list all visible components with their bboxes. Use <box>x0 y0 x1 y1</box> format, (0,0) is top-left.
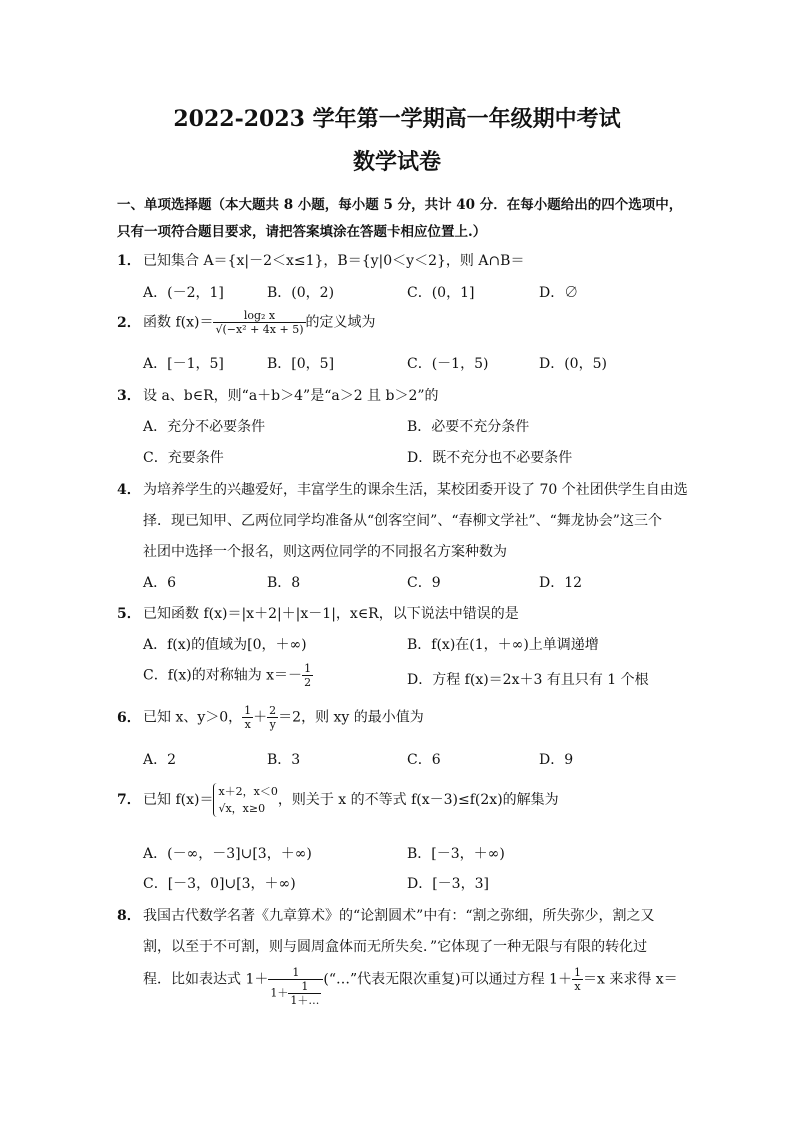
fraction-numerator: 1 <box>244 704 252 717</box>
question-text-line1: 为培养学生的兴趣爱好，丰富学生的课余生活，某校团委开设了 70 个社团供学生自由选 <box>143 482 688 498</box>
inner-numerator: 1 <box>288 980 321 994</box>
q4-option-d: D．12 <box>539 575 583 591</box>
text-post: ＝x 来求得 x＝ <box>582 971 678 988</box>
question-3 <box>117 385 439 405</box>
question-text: 已知函数 f(x)＝|x＋2|＋|x－1|，x∈R，以下说法中错误的是 <box>143 606 519 622</box>
question-8-line2: 割，以至于不可割，则与圆周盒体而无所失矣．”它体现了一种无限与有限的转化过 <box>143 939 648 955</box>
piecewise-case-2: √x，x≥0 <box>218 802 266 815</box>
question-text-post: ＝2，则 xy 的最小值为 <box>278 709 424 726</box>
question-number: 4． <box>117 482 141 498</box>
fraction-numerator: 2 <box>269 704 277 717</box>
plus-sign: ＋ <box>253 709 268 726</box>
option-text: C．f(x)的对称轴为 x＝－ <box>143 667 303 684</box>
fraction <box>213 309 305 336</box>
question-text-pre: 已知 f(x)＝ <box>143 792 214 808</box>
q6-option-d: D．9 <box>539 752 574 768</box>
fraction-numerator: log₂ x <box>213 309 305 323</box>
q4-option-c: C．9 <box>407 575 441 591</box>
fraction-numerator: 1 <box>268 966 323 980</box>
fraction-denominator <box>268 980 323 1007</box>
q2-option-a: A．[－1，5] <box>143 356 224 372</box>
q1-option-d: D．∅ <box>539 285 579 301</box>
fraction <box>302 662 313 689</box>
inner-fraction <box>288 980 321 1007</box>
fraction-denominator: x <box>244 718 251 731</box>
q5-option-b: B．f(x)在(1，＋∞)上单调递增 <box>407 637 599 653</box>
fraction <box>572 966 583 993</box>
question-8 <box>117 905 654 925</box>
q7-option-c: C．[－3，0]∪[3，＋∞) <box>143 876 296 892</box>
q1-option-a: A．(－2，1] <box>143 285 224 301</box>
denominator-prefix: 1＋ <box>270 986 289 1000</box>
fraction-numerator: 1 <box>573 966 581 979</box>
q4-option-b: B．8 <box>267 575 301 591</box>
question-4-line2: 择．现已知甲、乙两位同学均准备从“创客空间”、“春柳文学社”、“舞龙协会”这三个 <box>143 513 662 529</box>
continued-fraction <box>268 966 323 1007</box>
fraction-denominator: 2 <box>304 676 312 689</box>
question-text-post: 的定义域为 <box>305 314 376 331</box>
question-number: 8． <box>117 908 141 924</box>
question-5 <box>117 603 519 623</box>
question-text-pre: 已知 x、y＞0， <box>143 709 243 726</box>
q5-option-c <box>143 662 313 689</box>
q1-option-c: C．(0，1] <box>407 285 475 301</box>
q1-option-b: B．(0，2) <box>267 285 335 301</box>
q4-option-a: A．6 <box>143 575 177 591</box>
q6-option-a: A．2 <box>143 752 177 768</box>
question-text-pre: 函数 f(x)＝ <box>143 314 214 331</box>
text-mid: (“…”代表无限次重复)可以通过方程 1＋ <box>323 971 572 988</box>
question-6 <box>117 704 424 731</box>
q3-option-a: A．充分不必要条件 <box>143 419 266 435</box>
question-1 <box>117 250 524 270</box>
fraction-denominator: √(−x² + 4x + 5) <box>215 323 304 336</box>
question-text: 已知集合 A＝{x|－2＜x≤1}，B＝{y|0＜y＜2}，则 A∩B＝ <box>143 253 525 269</box>
q7-option-d: D．[－3，3] <box>407 876 489 892</box>
fraction <box>267 704 278 731</box>
question-4 <box>117 479 688 499</box>
q3-option-b: B．必要不充分条件 <box>407 419 530 435</box>
q2-option-c: C．(－1，5) <box>407 356 489 372</box>
question-number: 7． <box>117 792 141 808</box>
q2-option-d: D．(0，5) <box>539 356 607 372</box>
inner-denominator: 1＋… <box>290 994 320 1007</box>
q5-option-a: A．f(x)的值域为[0，＋∞) <box>143 637 307 653</box>
question-text: 设 a、b∈R，则“a＋b＞4”是“a＞2 且 b＞2”的 <box>143 388 439 404</box>
piecewise-case-1: x＋2，x＜0 <box>218 785 278 798</box>
q2-option-b: B．[0，5] <box>267 356 335 372</box>
text-pre: 程．比如表达式 1＋ <box>143 971 269 988</box>
q3-option-c: C．充要条件 <box>143 450 224 466</box>
q6-option-b: B．3 <box>267 752 301 768</box>
q7-option-b: B．[－3，＋∞) <box>407 846 505 862</box>
question-number: 6． <box>117 709 141 726</box>
piecewise-function <box>213 783 277 817</box>
q6-option-c: C．6 <box>407 752 441 768</box>
q5-option-d: D．方程 f(x)＝2x＋3 有且只有 1 个根 <box>407 672 649 688</box>
fraction <box>242 704 253 731</box>
fraction-denominator: y <box>269 718 276 731</box>
question-2 <box>117 309 376 336</box>
question-number: 3． <box>117 388 141 404</box>
q7-option-a: A．(－∞，－3]∪[3，＋∞) <box>143 846 312 862</box>
question-number: 2． <box>117 314 141 331</box>
question-number: 5． <box>117 606 141 622</box>
fraction-denominator: x <box>574 980 581 993</box>
section-heading-line1: 一、单项选择题（本大题共 8 小题，每小题 5 分，共计 40 分．在每小题给出的四个选项中， <box>117 197 683 213</box>
question-7 <box>117 783 559 817</box>
fraction-numerator: 1 <box>304 662 312 675</box>
question-8-line3 <box>143 966 678 1007</box>
exam-subtitle: 数学试卷 <box>352 149 441 175</box>
question-text-post: ，则关于 x 的不等式 f(x－3)≤f(2x)的解集为 <box>277 792 559 808</box>
question-number: 1． <box>117 253 141 269</box>
exam-title: 2022-2023 学年第一学期高一年级期中考试 <box>173 106 621 132</box>
q3-option-d: D．既不充分也不必要条件 <box>407 450 573 466</box>
section-heading-line2: 只有一项符合题目要求，请把答案填涂在答题卡相应位置上.） <box>117 224 487 240</box>
question-text-line1: 我国古代数学名著《九章算术》的“论割圆术”中有：“割之弥细，所失弥少，割之又 <box>143 908 655 924</box>
question-4-line3: 社团中选择一个报名，则这两位同学的不同报名方案种数为 <box>143 544 507 560</box>
